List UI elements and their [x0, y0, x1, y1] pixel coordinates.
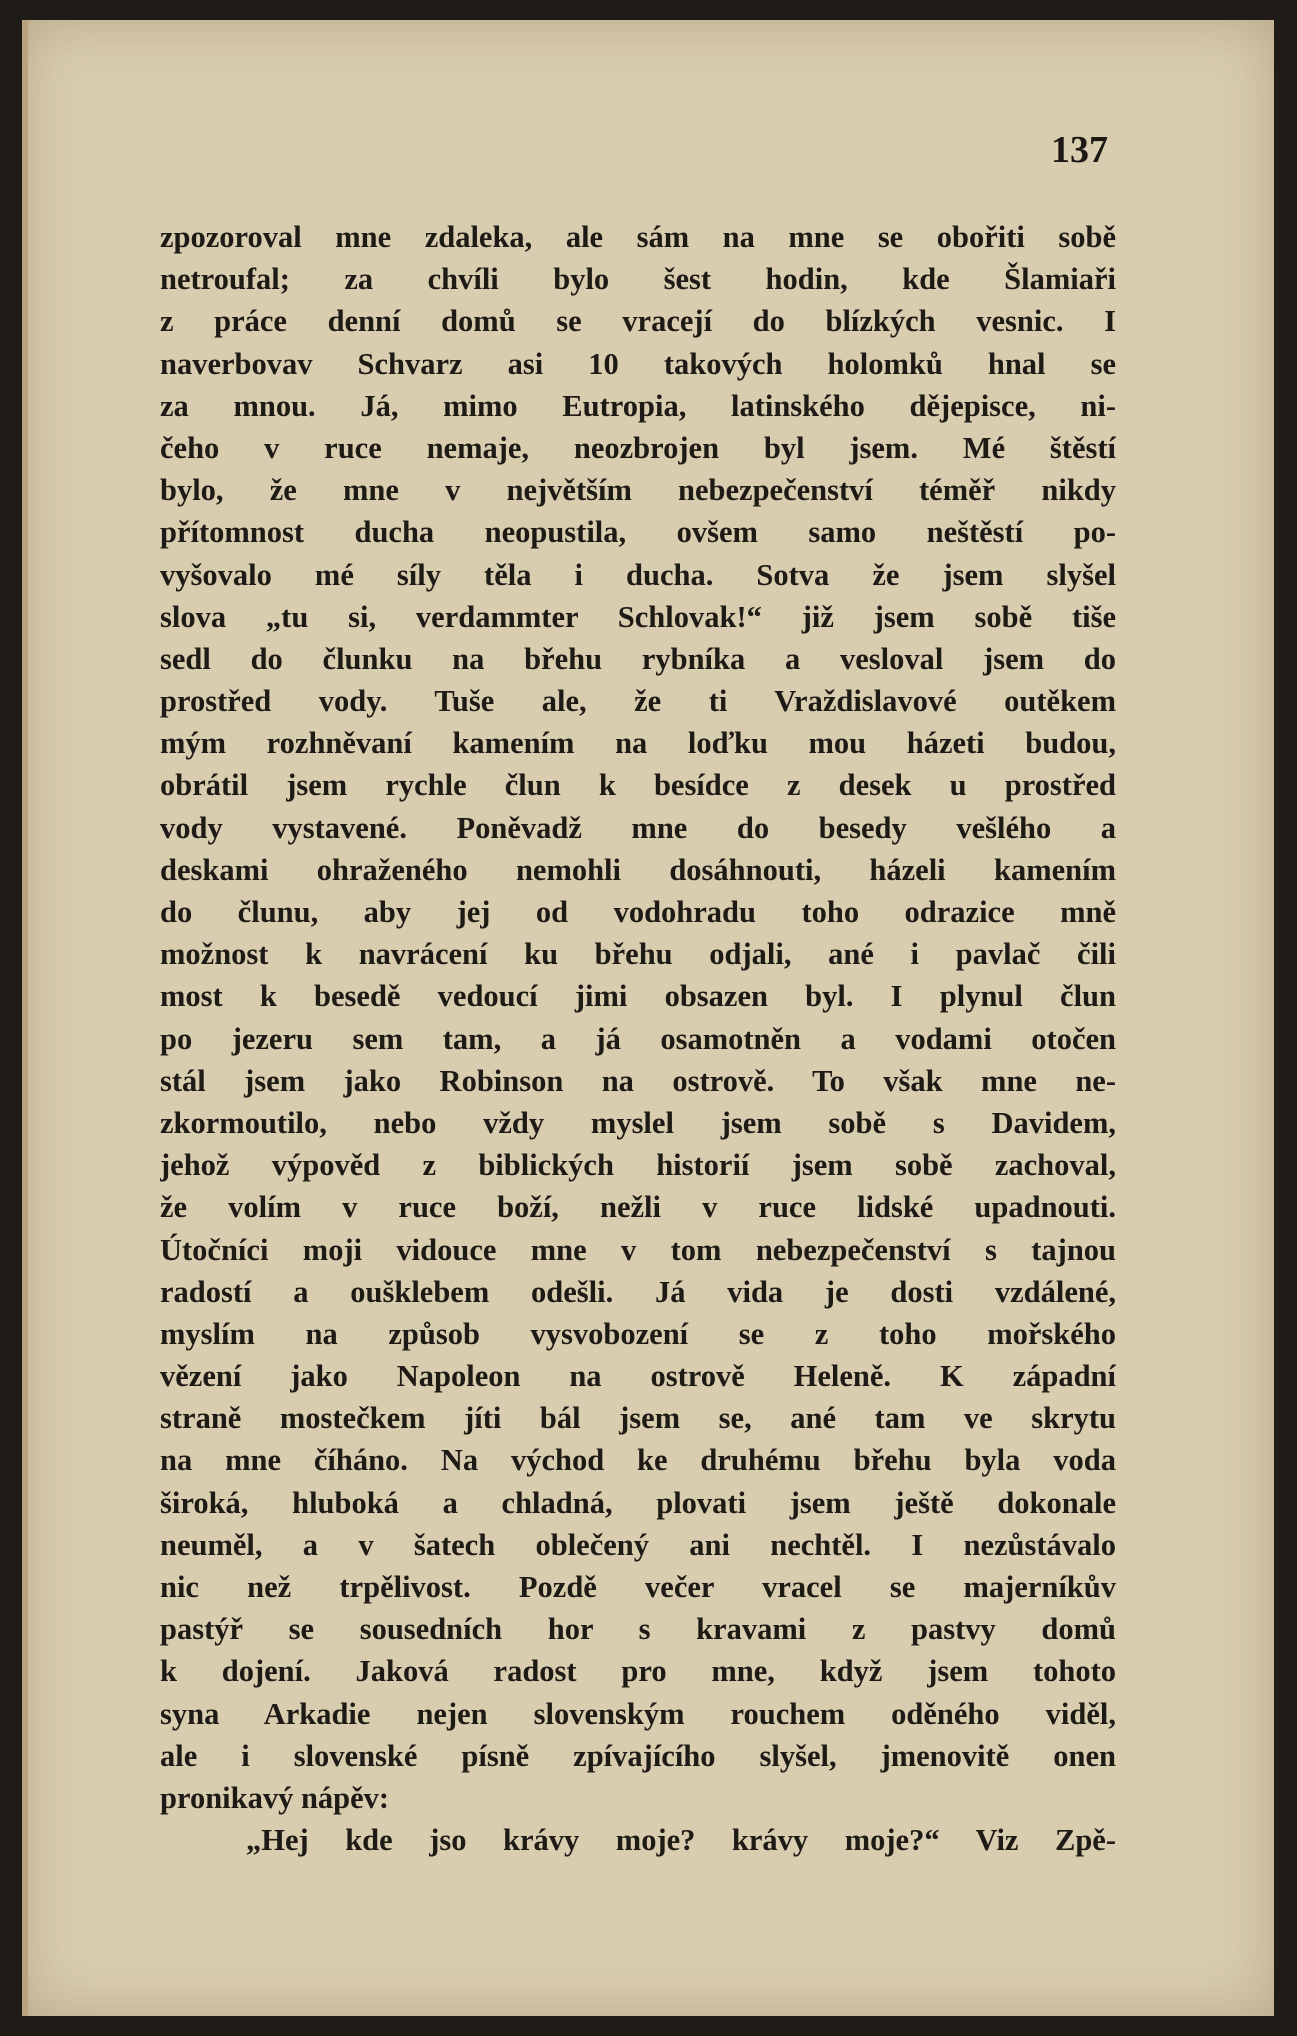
- page-number: 137: [1051, 129, 1108, 171]
- text-line: do člunu, aby jej od vodohradu toho odrazice mně: [160, 895, 1116, 929]
- text-line: po jezeru sem tam, a já osamotněn a vodami otočen: [160, 1021, 1116, 1056]
- text-line: radostí a oušklebem odešli. Já vida je dosti vzdálené,: [160, 1274, 1116, 1309]
- text-line: nic než trpělivost. Pozdě večer vracel se majerníkův: [160, 1570, 1116, 1604]
- body-text: [160, 216, 1116, 1861]
- text-line: vězení jako Napoleon na ostrově Heleně. K západní: [160, 1359, 1116, 1394]
- text-line: neuměl, a v šatech oblečený ani nechtěl. I nezůstávalo: [160, 1527, 1116, 1562]
- text-line: Útočníci moji vidouce mne v tom nebezpečenství s tajnou: [160, 1232, 1116, 1267]
- page-binding-edge: [22, 20, 28, 2016]
- text-line: straně mostečkem jíti bál jsem se, ané tam ve skrytu: [160, 1401, 1116, 1436]
- text-line: stál jsem jako Robinson na ostrově. To však mne ne-: [160, 1063, 1116, 1098]
- text-line: za mnou. Já, mimo Eutropia, latinského dějepisce, ni-: [160, 388, 1116, 423]
- text-line: prostřed vody. Tuše ale, že ti Vraždislavové outěkem: [160, 684, 1116, 719]
- text-line: deskami ohraženého nemohli dosáhnouti, házeli kamením: [160, 852, 1116, 887]
- text-line: na mne číháno. Na východ ke druhému břehu byla voda: [160, 1443, 1116, 1478]
- text-line: že volím v ruce boží, nežli v ruce lidské upadnouti.: [160, 1190, 1116, 1225]
- text-line: vyšovalo mé síly těla i ducha. Sotva že jsem slyšel: [160, 557, 1116, 592]
- text-line: k dojení. Jaková radost pro mne, když jsem tohoto: [160, 1654, 1116, 1689]
- text-line: zkormoutilo, nebo vždy myslel jsem sobě s Davidem,: [160, 1105, 1116, 1140]
- text-line: široká, hluboká a chladná, plovati jsem ještě dokonale: [160, 1485, 1116, 1520]
- text-line: sedl do člunku na břehu rybníka a vesloval jsem do: [160, 641, 1116, 676]
- text-line: obrátil jsem rychle člun k besídce z desek u prostřed: [160, 768, 1116, 803]
- text-line: jehož výpověd z biblických historií jsem sobě zachoval,: [160, 1148, 1116, 1183]
- text-line: pastýř se sousedních hor s kravami z pastvy domů: [160, 1612, 1116, 1647]
- text-line: bylo, že mne v největším nebezpečenství téměř nikdy: [160, 473, 1116, 508]
- text-line: z práce denní domů se vracejí do blízkých vesnic. I: [160, 304, 1116, 339]
- text-line: most k besedě vedoucí jimi obsazen byl. I plynul člun: [160, 979, 1116, 1014]
- text-line: pronikavý nápěv:: [160, 1780, 390, 1815]
- text-line: zpozoroval mne zdaleka, ale sám na mne se obořiti sobě: [160, 220, 1116, 254]
- book-page: [22, 20, 1274, 2016]
- text-line: netroufal; za chvíli bylo šest hodin, kde Šlamiaři: [160, 262, 1116, 297]
- text-line: myslím na způsob vysvobození se z toho mořského: [160, 1316, 1116, 1351]
- text-line: „Hej kde jso krávy moje? krávy moje?“ Viz Zpě-: [246, 1823, 1116, 1858]
- text-line: čeho v ruce nemaje, neozbrojen byl jsem. Mé štěstí: [160, 430, 1116, 465]
- text-line: naverbovav Schvarz asi 10 takových holomků hnal se: [160, 346, 1116, 381]
- text-line: vody vystavené. Poněvadž mne do besedy vešlého a: [160, 810, 1116, 845]
- text-line: možnost k navrácení ku břehu odjali, ané i pavlač čili: [160, 937, 1116, 972]
- text-line: syna Arkadie nejen slovenským rouchem oděného viděl,: [160, 1696, 1116, 1731]
- text-line: ale i slovenské písně zpívajícího slyšel, jmenovitě onen: [160, 1738, 1116, 1773]
- text-line: slova „tu si, verdammter Schlovak!“ již jsem sobě tiše: [160, 599, 1116, 634]
- text-line: přítomnost ducha neopustila, ovšem samo neštěstí po-: [160, 515, 1116, 550]
- text-line: mým rozhněvaní kamením na loďku mou házeti budou,: [160, 726, 1116, 761]
